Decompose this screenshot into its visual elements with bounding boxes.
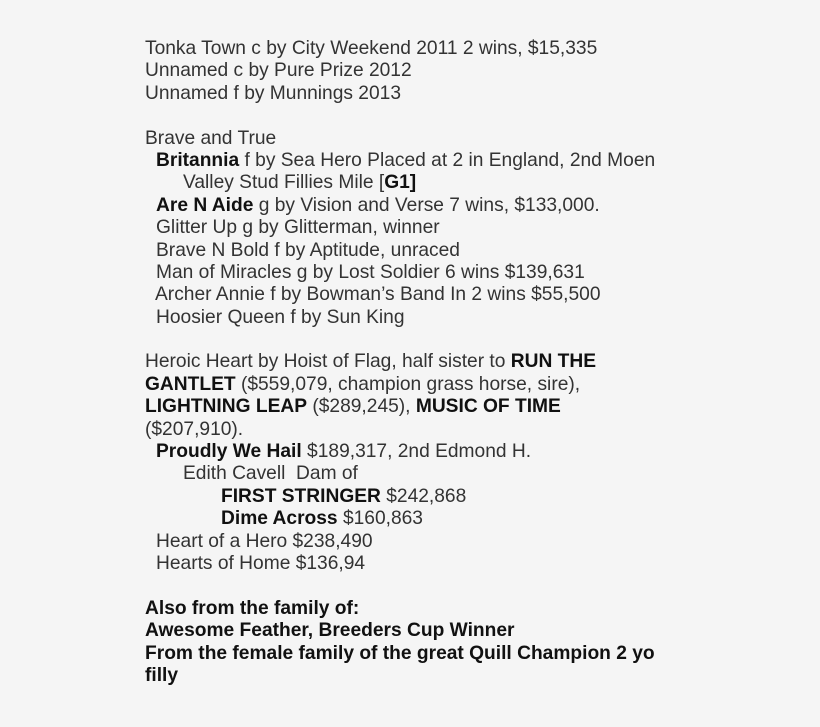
horse-name: RUN THE <box>510 351 597 373</box>
horse-details: g by Vision and Verse 7 wins, $133,000. <box>253 194 600 216</box>
family-heading: Also from the family of: <box>145 597 360 619</box>
grade-bracket: ] <box>409 172 417 194</box>
produce-line-first-stringer <box>145 486 705 508</box>
dam-name: Brave and True <box>145 127 277 149</box>
horse-details: $242,868 <box>380 485 467 507</box>
family-line: filly <box>145 664 179 686</box>
spacer <box>145 575 705 597</box>
horse-name: Proudly We Hail <box>156 441 302 463</box>
offspring-line: Tonka Town c by City Weekend 2011 2 wins, $15,335 <box>145 38 598 59</box>
horse-name: Are N Aide <box>156 194 254 216</box>
produce-line-britannia-cont <box>145 172 705 194</box>
heroic-heart-line-1 <box>145 351 705 373</box>
horse-details: f by Sea Hero Placed at 2 in England, 2nd Moen <box>239 149 656 171</box>
produce-line: Heart of a Hero $238,490 <box>156 530 373 552</box>
produce-line-are-n-aide <box>145 195 705 217</box>
produce-line: Glitter Up g by Glitterman, winner <box>156 217 440 239</box>
dam-description: Heroic Heart by Hoist of Flag, half sister to <box>145 351 511 373</box>
produce-line: Brave N Bold f by Aptitude, unraced <box>156 239 460 261</box>
horse-name: FIRST STRINGER <box>221 485 381 507</box>
produce-line-proudly-we-hail <box>145 441 705 463</box>
horse-details: ($559,079, champion grass horse, sire), <box>235 373 581 395</box>
heroic-heart-line-4: ($207,910). <box>145 418 244 440</box>
spacer <box>145 105 705 127</box>
produce-line-edith-cavell: Edith Cavell Dam of <box>183 463 358 485</box>
heroic-heart-line-3 <box>145 396 705 418</box>
pedigree-document <box>145 38 705 687</box>
produce-line: Hearts of Home $136,94 <box>156 552 366 574</box>
produce-line: Archer Annie f by Bowman’s Band In 2 wins $55,500 <box>155 284 601 306</box>
horse-name: LIGHTNING LEAP <box>145 396 308 418</box>
grade-label: G1 <box>384 172 410 194</box>
horse-name: Dime Across <box>221 508 338 530</box>
horse-name: MUSIC OF TIME <box>415 396 561 418</box>
horse-details: $160,863 <box>337 508 423 530</box>
family-line: Awesome Feather, Breeders Cup Winner <box>145 620 515 642</box>
produce-line-britannia <box>145 150 705 172</box>
produce-line: Man of Miracles g by Lost Soldier 6 wins $139,631 <box>156 261 585 283</box>
offspring-line: Unnamed f by Munnings 2013 <box>145 82 401 104</box>
spacer <box>145 329 705 351</box>
horse-name: Britannia <box>156 149 240 171</box>
horse-details: Valley Stud Fillies Mile [ <box>183 172 385 194</box>
produce-line-dime-across <box>145 508 705 530</box>
heroic-heart-line-2 <box>145 374 705 396</box>
horse-details: $189,317, 2nd Edmond H. <box>301 441 532 463</box>
family-line: From the female family of the great Quill Champion 2 yo <box>145 642 655 664</box>
horse-name: GANTLET <box>145 373 236 395</box>
horse-details: ($289,245), <box>307 396 416 418</box>
produce-line: Hoosier Queen f by Sun King <box>156 306 405 328</box>
offspring-line: Unnamed c by Pure Prize 2012 <box>145 60 412 82</box>
